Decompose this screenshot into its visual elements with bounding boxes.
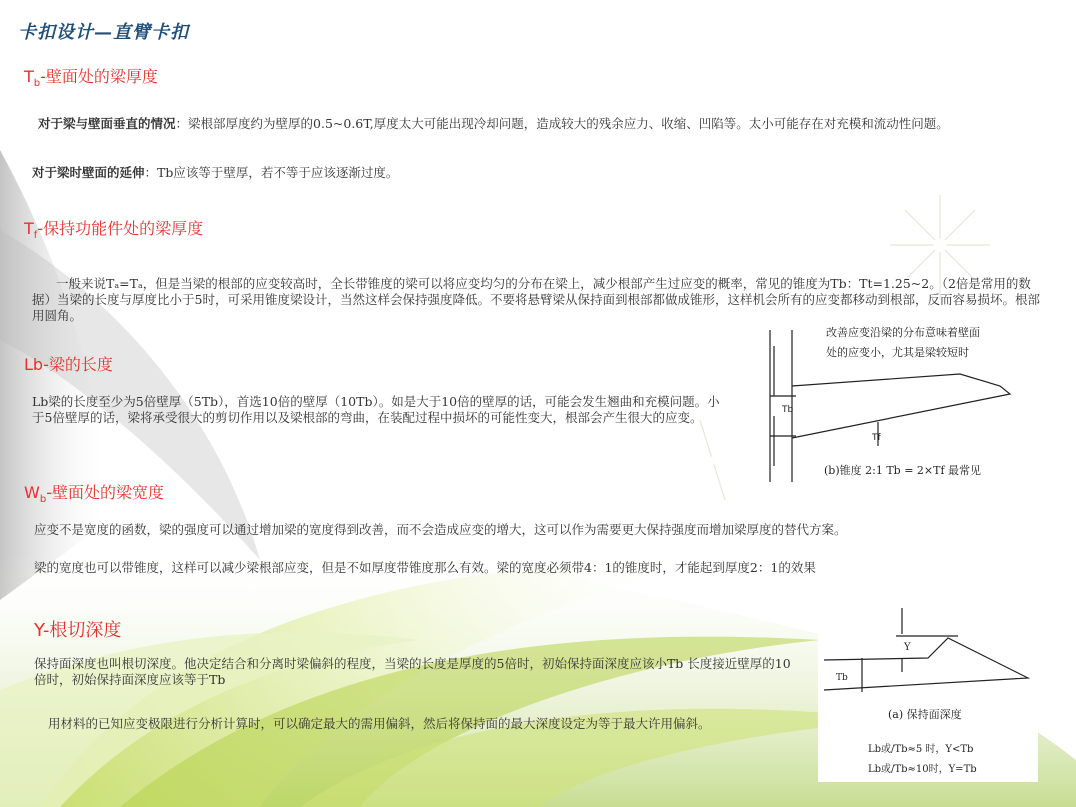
label-tb: Tb bbox=[782, 405, 794, 415]
heading-lb: Lb-梁的长度 bbox=[24, 355, 113, 374]
label-y: Y bbox=[904, 642, 911, 653]
figure2-caption: (a) 保持面深度 bbox=[888, 708, 962, 721]
figure1-caption-line1: 改善应变沿梁的分布意味着壁面 bbox=[826, 326, 980, 339]
tb-paragraph-2: 对于梁时壁面的延伸：Tb应该等于壁厚，若不等于应该逐渐过度。 bbox=[32, 165, 399, 180]
tb-paragraph-1: 对于梁与壁面垂直的情况：梁根部厚度约为壁厚的0.5~0.6T,厚度太大可能出现冷却问题，造成较大的残余应力、收缩、凹陷等。太小可能存在对充模和流动性问题。 bbox=[38, 116, 949, 131]
figure2-note-1: Lb或/Tb≈5 时，Y<Tb bbox=[868, 744, 974, 755]
y-paragraph-2: 用材料的已知应变极限进行分析计算时，可以确定最大的需用偏斜，然后将保持面的最大深度设定为等于最大许用偏斜。 bbox=[48, 716, 711, 731]
label-tb-2: Tb bbox=[836, 673, 848, 683]
label-tf: Tf bbox=[872, 433, 881, 443]
page-title: 卡扣设计—直臂卡扣 bbox=[18, 22, 189, 43]
lb-paragraph: Lb梁的长度至少为5倍壁厚（5Tb），首选10倍的壁厚（10Tb）。如是大于10倍的壁厚的话，可能会发生翘曲和充模问题。小于5倍壁厚的话，梁将承受很大的剪切作用以及梁根部的弯曲，在装配过程中损坏的可能性变大，根部会产生很大的应变。 bbox=[32, 394, 720, 425]
figure1-caption-bottom: (b)锥度 2:1 Tb = 2×Tf 最常见 bbox=[824, 464, 982, 477]
heading-wb: $W_b-$壁面处的梁宽度 bbox=[24, 483, 164, 506]
figure2-note-2: Lb或/Tb≈10时，Y=Tb bbox=[868, 764, 977, 775]
tf-paragraph: 一般来说Tₐ=Tₐ，但是当梁的根部的应变较高时，全长带锥度的梁可以将应变均匀的分布在梁上，减少根部产生过应变的概率，常见的锥度为Tb：Tt=1.25~2。（2倍是常用的数据）当梁的长度与厚度比小于5时，可采用锥度梁设计，当然这样会保持强度降低。不要将悬臂梁从保持面到根部都做成锥形，这样机会所有的应变都移动到根部，反而容易损坏。根部用圆角。 bbox=[32, 276, 1040, 323]
undercut-depth-figure bbox=[818, 598, 1038, 782]
wb-paragraph-2: 梁的宽度也可以带锥度，这样可以减少梁根部应变，但是不如厚度带锥度那么有效。梁的宽度必须带4：1的锥度时，才能起到厚度2：1的效果 bbox=[34, 560, 816, 575]
heading-y: Y-根切深度 bbox=[34, 620, 122, 641]
y-paragraph-1: 保持面深度也叫根切深度。他决定结合和分离时梁偏斜的程度，当梁的长度是厚度的5倍时，初始保持面深度应该小Tb 长度接近壁厚的10倍时，初始保持面深度应该等于Tb bbox=[34, 656, 791, 687]
wb-paragraph-1: 应变不是宽度的函数，梁的强度可以通过增加梁的宽度得到改善，而不会造成应变的增大，这可以作为需要更大保持强度而增加梁厚度的替代方案。 bbox=[34, 522, 847, 537]
heading-tf: $T_f-$保持功能件处的梁厚度 bbox=[24, 219, 204, 242]
taper-beam-figure bbox=[760, 326, 1038, 492]
heading-tb: $T_b-$壁面处的梁厚度 bbox=[24, 67, 158, 90]
figure1-caption-line2: 处的应变小，尤其是梁较短时 bbox=[826, 346, 969, 359]
